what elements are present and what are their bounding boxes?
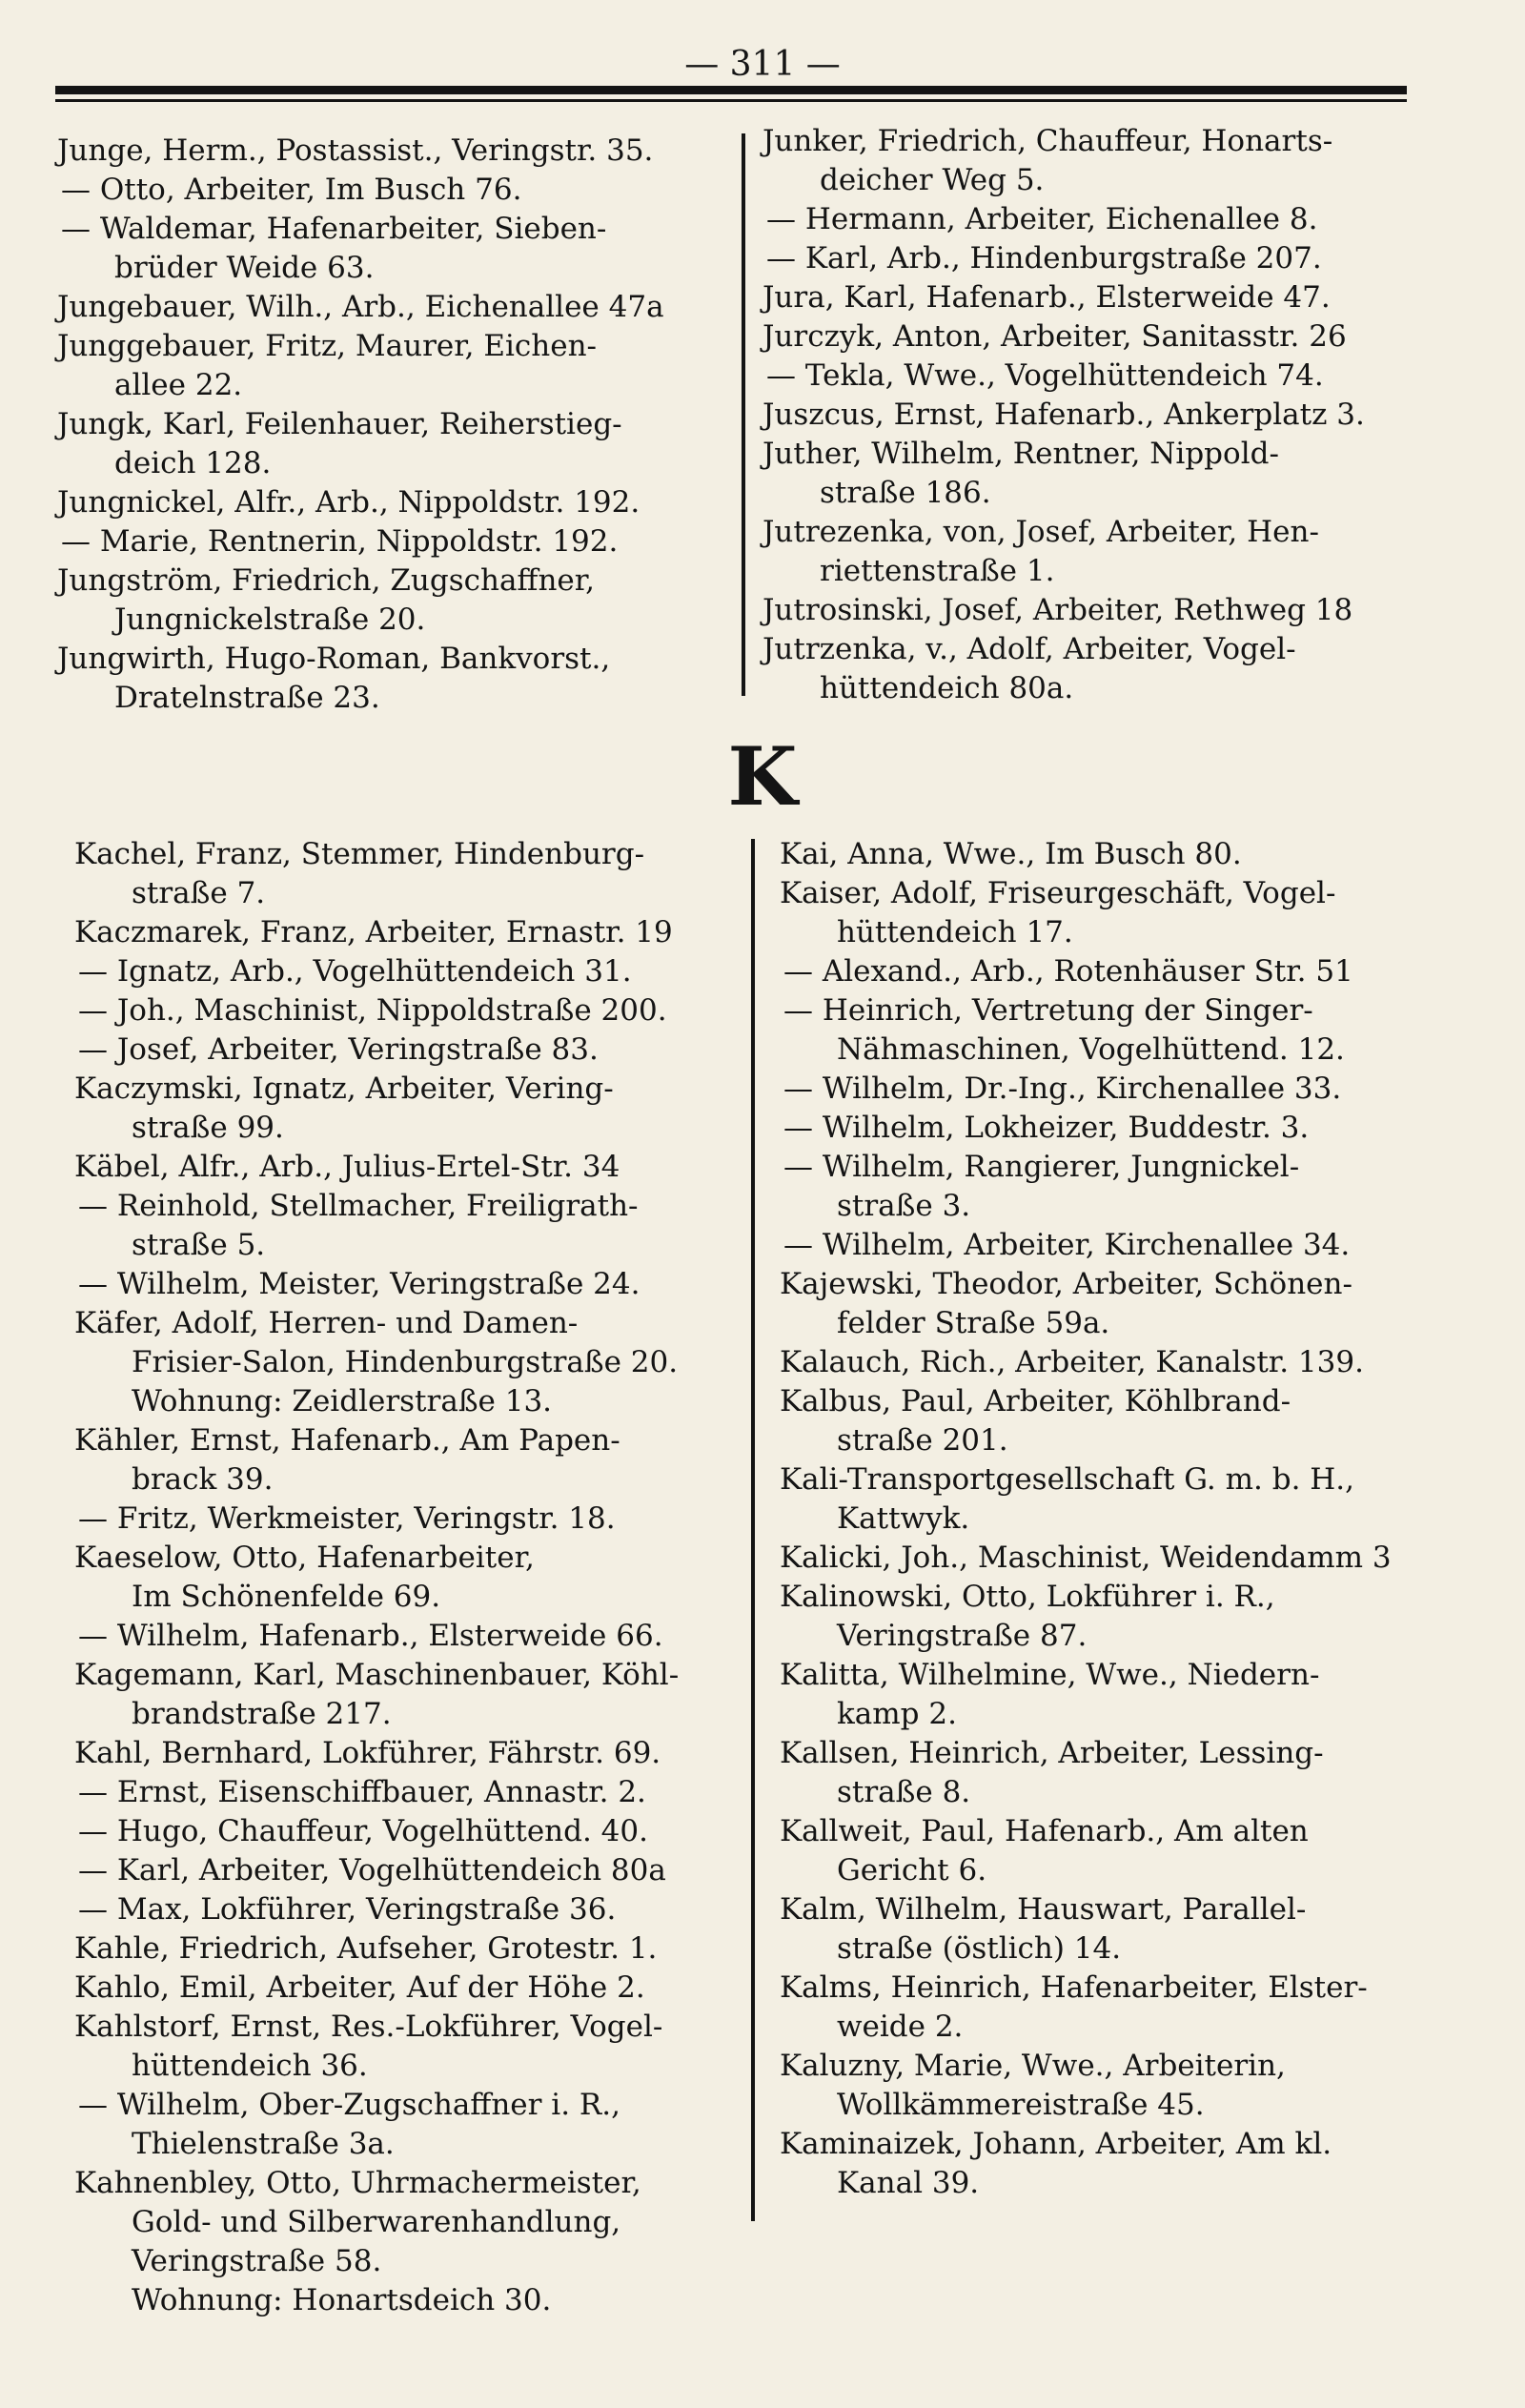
- entry-continuation: riettenstraße 1.: [820, 554, 1055, 588]
- entry-line: — Hermann, Arbeiter, Eichenallee 8.: [766, 202, 1318, 236]
- entry-line: — Hugo, Chauffeur, Vogelhüttend. 40.: [78, 1814, 648, 1848]
- header-rule: [55, 86, 1407, 94]
- top-left-column: [57, 132, 724, 718]
- entry-line: Kahl, Bernhard, Lokführer, Fährstr. 69.: [74, 1736, 661, 1770]
- entry-continuation: deicher Weg 5.: [820, 163, 1045, 197]
- directory-entry: [780, 1460, 1466, 1539]
- entry-continuation: straße 5.: [132, 1228, 266, 1262]
- directory-entry: [57, 522, 724, 561]
- entry-line: Kalicki, Joh., Maschinist, Weidendamm 3: [780, 1541, 1392, 1575]
- entry-line: — Josef, Arbeiter, Veringstraße 83.: [78, 1032, 599, 1067]
- entry-line: Juszcus, Ernst, Hafenarb., Ankerplatz 3.: [762, 398, 1365, 432]
- directory-entry: [762, 591, 1430, 630]
- directory-entry: [57, 327, 724, 405]
- directory-entry: [780, 1578, 1466, 1656]
- entry-line: Kallsen, Heinrich, Arbeiter, Lessing-: [780, 1736, 1324, 1770]
- entry-continuation: Wohnung: Honartsdeich 30.: [132, 2283, 552, 2317]
- entry-line: Kaczymski, Ignatz, Arbeiter, Vering-: [74, 1071, 614, 1106]
- entry-line: Jungnickel, Alfr., Arb., Nippoldstr. 192.: [57, 485, 640, 520]
- directory-entry: [74, 1773, 742, 1812]
- directory-entry: [57, 483, 724, 522]
- entry-line: Junge, Herm., Postassist., Veringstr. 35.: [57, 133, 654, 168]
- directory-entry: [74, 1851, 742, 1890]
- directory-entry: [74, 2008, 742, 2086]
- directory-entry: [74, 1539, 742, 1617]
- entry-line: — Karl, Arb., Hindenburgstraße 207.: [766, 241, 1322, 275]
- directory-entry: [74, 835, 742, 913]
- directory-entry: [762, 278, 1430, 317]
- directory-entry: [780, 1343, 1466, 1382]
- entry-line: Kahle, Friedrich, Aufseher, Grotestr. 1.: [74, 1931, 658, 1966]
- directory-entry: [74, 1734, 742, 1773]
- directory-entry: [74, 952, 742, 991]
- directory-entry: [74, 1187, 742, 1265]
- directory-entry: [57, 405, 724, 483]
- entry-line: Käbel, Alfr., Arb., Julius-Ertel-Str. 34: [74, 1150, 620, 1184]
- page-number: — 311 —: [684, 45, 841, 84]
- directory-entry: [780, 1890, 1466, 1969]
- entry-line: Kaczmarek, Franz, Arbeiter, Ernastr. 19: [74, 915, 673, 949]
- entry-line: Kähler, Ernst, Hafenarb., Am Papen-: [74, 1423, 620, 1458]
- entry-line: — Reinhold, Stellmacher, Freiligrath-: [78, 1189, 639, 1223]
- directory-entry: [780, 1969, 1466, 2047]
- entry-line: Kaiser, Adolf, Friseurgeschäft, Vogel-: [780, 876, 1336, 910]
- entry-line: Kajewski, Theodor, Arbeiter, Schönen-: [780, 1267, 1352, 1301]
- k-left-column: [74, 835, 742, 2320]
- directory-entry: [57, 132, 724, 171]
- directory-entry: [780, 1734, 1466, 1812]
- entry-line: — Max, Lokführer, Veringstraße 36.: [78, 1892, 617, 1927]
- directory-entry: [74, 1304, 742, 1421]
- entry-continuation: Frisier-Salon, Hindenburgstraße 20.: [132, 1345, 679, 1379]
- entry-continuation: straße (östlich) 14.: [837, 1931, 1122, 1966]
- entry-line: — Ernst, Eisenschiffbauer, Annastr. 2.: [78, 1775, 646, 1809]
- directory-entry: [74, 1421, 742, 1500]
- directory-entry: [780, 1382, 1466, 1460]
- directory-entry: [74, 913, 742, 952]
- entry-line: Kalitta, Wilhelmine, Wwe., Niedern-: [780, 1658, 1320, 1692]
- directory-entry: [780, 835, 1466, 874]
- entry-continuation: Wohnung: Zeidlerstraße 13.: [132, 1384, 553, 1418]
- entry-line: Kagemann, Karl, Maschinenbauer, Köhl-: [74, 1658, 680, 1692]
- directory-entry: [780, 2047, 1466, 2125]
- directory-entry: [762, 630, 1430, 708]
- directory-entry: [74, 1031, 742, 1070]
- directory-entry: [74, 1500, 742, 1539]
- directory-entry: [780, 991, 1466, 1070]
- directory-entry: [780, 1656, 1466, 1734]
- entry-continuation: straße 186.: [820, 476, 991, 510]
- entry-continuation: felder Straße 59a.: [837, 1306, 1110, 1340]
- entry-continuation: Jungnickelstraße 20.: [114, 602, 426, 637]
- entry-line: Jungwirth, Hugo-Roman, Bankvorst.,: [57, 642, 611, 676]
- directory-entry: [74, 1812, 742, 1851]
- entry-line: Jutrezenka, von, Josef, Arbeiter, Hen-: [762, 515, 1319, 549]
- directory-entry: [57, 210, 724, 288]
- entry-continuation: Thielenstraße 3a.: [132, 2127, 395, 2161]
- top-right-column: [762, 122, 1430, 708]
- entry-line: — Wilhelm, Arbeiter, Kirchenallee 34.: [783, 1228, 1351, 1262]
- directory-entry: [762, 317, 1430, 357]
- entry-continuation: deich 128.: [114, 446, 272, 480]
- entry-line: Junggebauer, Fritz, Maurer, Eichen-: [57, 329, 598, 363]
- entry-line: — Waldemar, Hafenarbeiter, Sieben-: [61, 212, 607, 246]
- entry-line: — Heinrich, Vertretung der Singer-: [783, 993, 1313, 1028]
- entry-line: Kalm, Wilhelm, Hauswart, Parallel-: [780, 1892, 1307, 1927]
- entry-line: — Wilhelm, Ober-Zugschaffner i. R.,: [78, 2088, 620, 2122]
- entry-continuation: Gericht 6.: [837, 1853, 987, 1888]
- entry-continuation: brüder Weide 63.: [114, 251, 375, 285]
- entry-continuation: kamp 2.: [837, 1697, 957, 1731]
- directory-entry: [762, 396, 1430, 435]
- entry-continuation: Veringstraße 58.: [132, 2244, 382, 2278]
- directory-entry: [74, 2164, 742, 2320]
- entry-line: Jutrosinski, Josef, Arbeiter, Rethweg 18: [762, 593, 1353, 627]
- entry-line: Junker, Friedrich, Chauffeur, Honarts-: [762, 124, 1333, 158]
- entry-line: — Wilhelm, Dr.-Ing., Kirchenallee 33.: [783, 1071, 1342, 1106]
- directory-entry: [762, 357, 1430, 396]
- entry-continuation: hüttendeich 80a.: [820, 671, 1074, 705]
- entry-line: — Joh., Maschinist, Nippoldstraße 200.: [78, 993, 667, 1028]
- entry-line: Kalms, Heinrich, Hafenarbeiter, Elster-: [780, 1970, 1368, 2005]
- directory-entry: [762, 122, 1430, 200]
- entry-line: Jungebauer, Wilh., Arb., Eichenallee 47a: [57, 290, 664, 324]
- entry-line: Kachel, Franz, Stemmer, Hindenburg-: [74, 837, 645, 871]
- entry-continuation: Dratelnstraße 23.: [114, 681, 380, 715]
- entry-line: Kalbus, Paul, Arbeiter, Köhlbrand-: [780, 1384, 1291, 1418]
- entry-line: Jutrzenka, v., Adolf, Arbeiter, Vogel-: [762, 632, 1296, 666]
- column-divider-k: [751, 839, 755, 2221]
- directory-entry: [780, 1812, 1466, 1890]
- directory-entry: [74, 1070, 742, 1148]
- directory-entry: [74, 1929, 742, 1969]
- directory-entry: [74, 1656, 742, 1734]
- entry-continuation: Nähmaschinen, Vogelhüttend. 12.: [837, 1032, 1345, 1067]
- k-right-column: [780, 835, 1466, 2203]
- directory-entry: [57, 288, 724, 327]
- entry-line: Kaeselow, Otto, Hafenarbeiter,: [74, 1541, 535, 1575]
- directory-entry: [74, 1617, 742, 1656]
- entry-continuation: straße 99.: [132, 1111, 284, 1145]
- entry-continuation: Veringstraße 87.: [837, 1619, 1088, 1653]
- entry-line: Kalauch, Rich., Arbeiter, Kanalstr. 139.: [780, 1345, 1364, 1379]
- section-letter: K: [727, 729, 798, 824]
- entry-line: — Wilhelm, Rangierer, Jungnickel-: [783, 1150, 1300, 1184]
- directory-entry: [780, 1226, 1466, 1265]
- directory-entry: [74, 1265, 742, 1304]
- directory-entry: [74, 2086, 742, 2164]
- entry-line: — Tekla, Wwe., Vogelhüttendeich 74.: [766, 358, 1324, 393]
- entry-continuation: hüttendeich 17.: [837, 915, 1073, 949]
- entry-line: Kallweit, Paul, Hafenarb., Am alten: [780, 1814, 1309, 1848]
- entry-line: Kali-Transportgesellschaft G. m. b. H.,: [780, 1462, 1355, 1497]
- entry-line: Jurczyk, Anton, Arbeiter, Sanitasstr. 26: [762, 319, 1347, 354]
- entry-continuation: Im Schönenfelde 69.: [132, 1580, 441, 1614]
- entry-line: Kalinowski, Otto, Lokführer i. R.,: [780, 1580, 1275, 1614]
- entry-line: — Fritz, Werkmeister, Veringstr. 18.: [78, 1501, 616, 1536]
- entry-line: — Marie, Rentnerin, Nippoldstr. 192.: [61, 524, 619, 559]
- entry-line: — Wilhelm, Meister, Veringstraße 24.: [78, 1267, 640, 1301]
- entry-continuation: Wollkämmereistraße 45.: [837, 2088, 1205, 2122]
- entry-line: Kahlstorf, Ernst, Res.-Lokführer, Vogel-: [74, 2010, 663, 2044]
- entry-line: Kahnenbley, Otto, Uhrmachermeister,: [74, 2166, 641, 2200]
- entry-line: Jura, Karl, Hafenarb., Elsterweide 47.: [762, 280, 1331, 315]
- directory-entry: [74, 1148, 742, 1187]
- entry-continuation: straße 8.: [837, 1775, 971, 1809]
- directory-entry: [762, 239, 1430, 278]
- entry-line: Kaminaizek, Johann, Arbeiter, Am kl.: [780, 2127, 1332, 2161]
- entry-line: — Ignatz, Arb., Vogelhüttendeich 31.: [78, 954, 632, 989]
- entry-continuation: hüttendeich 36.: [132, 2049, 368, 2083]
- entry-continuation: straße 3.: [837, 1189, 971, 1223]
- entry-line: — Karl, Arbeiter, Vogelhüttendeich 80a: [78, 1853, 666, 1888]
- column-divider-top: [742, 133, 745, 696]
- directory-entry: [780, 874, 1466, 952]
- directory-entry: [57, 171, 724, 210]
- entry-line: Jungk, Karl, Feilenhauer, Reiherstieg-: [57, 407, 622, 441]
- entry-continuation: Kattwyk.: [837, 1501, 970, 1536]
- directory-entry: [762, 435, 1430, 513]
- entry-continuation: allee 22.: [114, 368, 243, 402]
- directory-entry: [780, 1265, 1466, 1343]
- entry-continuation: Gold- und Silberwarenhandlung,: [132, 2205, 621, 2239]
- directory-entry: [57, 640, 724, 718]
- directory-entry: [780, 1148, 1466, 1226]
- directory-entry: [57, 561, 724, 640]
- directory-entry: [762, 200, 1430, 239]
- directory-entry: [780, 1070, 1466, 1109]
- entry-continuation: straße 201.: [837, 1423, 1008, 1458]
- entry-line: Kaluzny, Marie, Wwe., Arbeiterin,: [780, 2049, 1286, 2083]
- entry-line: Kahlo, Emil, Arbeiter, Auf der Höhe 2.: [74, 1970, 645, 2005]
- entry-line: Jungström, Friedrich, Zugschaffner,: [57, 563, 596, 598]
- entry-line: Juther, Wilhelm, Rentner, Nippold-: [762, 437, 1279, 471]
- entry-continuation: weide 2.: [837, 2010, 964, 2044]
- entry-line: — Otto, Arbeiter, Im Busch 76.: [61, 173, 522, 207]
- entry-continuation: Kanal 39.: [837, 2166, 980, 2200]
- directory-entry: [780, 2125, 1466, 2203]
- entry-continuation: straße 7.: [132, 876, 266, 910]
- directory-entry: [780, 1109, 1466, 1148]
- entry-line: Käfer, Adolf, Herren- und Damen-: [74, 1306, 579, 1340]
- entry-continuation: brack 39.: [132, 1462, 274, 1497]
- entry-continuation: brandstraße 217.: [132, 1697, 392, 1731]
- entry-line: Kai, Anna, Wwe., Im Busch 80.: [780, 837, 1242, 871]
- directory-entry: [74, 1890, 742, 1929]
- directory-entry: [74, 991, 742, 1031]
- directory-entry: [74, 1969, 742, 2008]
- directory-entry: [780, 952, 1466, 991]
- entry-line: — Wilhelm, Hafenarb., Elsterweide 66.: [78, 1619, 663, 1653]
- entry-line: — Alexand., Arb., Rotenhäuser Str. 51: [783, 954, 1353, 989]
- directory-entry: [780, 1539, 1466, 1578]
- entry-line: — Wilhelm, Lokheizer, Buddestr. 3.: [783, 1111, 1310, 1145]
- directory-entry: [762, 513, 1430, 591]
